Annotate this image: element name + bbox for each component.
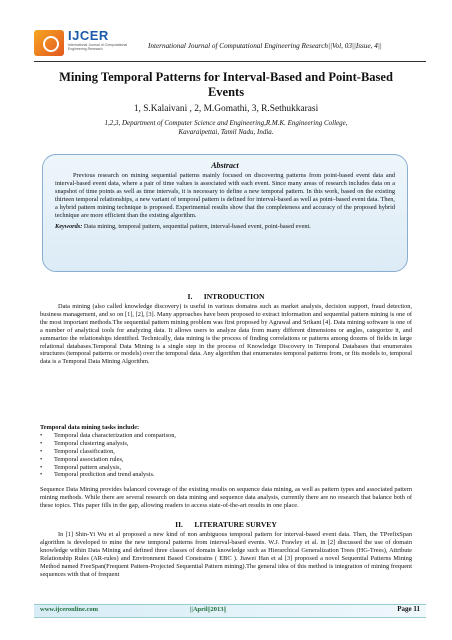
logo-emblem-icon (34, 30, 64, 56)
keywords-text: Data mining, temporal pattern, sequential pattern, interval-based event, point-based event. (83, 223, 311, 230)
bullet-icon: • (40, 431, 43, 439)
page-footer (34, 604, 426, 618)
affiliation-line-2: Kavaraipettai, Tamil Nadu, India. (178, 128, 274, 136)
page-header (34, 28, 426, 64)
survey-paragraph: In [1] Shin-Yi Wu et al proposed a new kind of non ambiguous temporal pattern for interval-based event data. Then, the TPrefixSpan algorithm is developed to mine the new temporal patterns from interval-based events. W.J. Frawley et al. in [2] discussed the use of domain knowledge within Data Mining and defined three classes of domain knowledge such as Hierarchical Generalization Trees (HG-Trees), Attribute Relationship Rules (AR-rules) and Environment Based Constrains ( EBC ). Jiawei Han et al [3] proposed a novel Sequential Patterns Mining Method named FreeSpan(Frequent Pattern-Projected Sequential Pattern mining).The general idea of this method is integration of mining frequent sequences with that of frequent (40, 531, 412, 578)
list-item: • Temporal data characterization and comparison, (40, 431, 176, 439)
list-item: • Temporal pattern analysis, (40, 463, 122, 471)
keywords-label: Keywords: (55, 223, 83, 230)
abstract-heading: Abstract (211, 161, 239, 170)
intro-paragraph-2: Sequence Data Mining provides balanced coverage of the existing results on sequence data mining, as well as pattern types and associated pattern mining methods. While there are several research on data mining and sequence data analysis, currently there are no research that balance both of these topics. This paper fills in the gap, allowing readers to access state-of-the-art results in one place. (40, 486, 412, 509)
keywords (55, 223, 395, 231)
bullet-icon: • (40, 447, 43, 455)
bullet-icon: • (40, 439, 43, 447)
abstract-box (42, 154, 408, 272)
paper-authors: 1, S.Kalaivani , 2, M.Gomathi, 3, R.Sethukkarasi (133, 104, 319, 114)
list-item: • Temporal clustering analysis, (40, 439, 129, 447)
paper-title: Mining Temporal Patterns for Interval-Based and Point-Based Events (59, 70, 393, 99)
author-affiliation (40, 119, 412, 137)
list-item: • Temporal classification, (40, 447, 115, 455)
bullet-icon: • (40, 455, 43, 463)
logo-subtitle: International Journal of Computational Engineering Research (68, 43, 128, 51)
page-number: Page 11 (397, 605, 420, 613)
abstract-text: Previous research on mining sequential patterns mainly focused on discovering patterns from point-based event data and interval-based event data, where a pair of time values is associated with each event. Since many areas of research includes data on a snapshot of time points as well as time intervals, it is necessary to define a new temporal pattern. In this work, based on the existing thirteen temporal relationships, a new variant of temporal pattern is defined for interval-based as well as point–based event data. Then, a hybrid pattern mining technique is proposed. Experimental results show that the completeness and accuracy of the proposed hybrid technique are more efficient than the existing algorithm. (55, 172, 395, 219)
journal-logo (34, 28, 130, 58)
affiliation-line-1: 1,2,3, Department of Computer Science and Engineering,R.M.K. Engineering College, (104, 119, 348, 127)
footer-issue-date: ||April||2013|| (190, 606, 227, 613)
section-heading-literature-survey: II. LITERATURE SURVEY (175, 520, 277, 529)
bullet-icon: • (40, 471, 43, 479)
tasks-list (40, 424, 412, 479)
logo-name: IJCER (68, 28, 109, 43)
footer-website-link[interactable]: www.ijceronline.com (40, 606, 99, 613)
tasks-heading: Temporal data mining tasks include: (40, 424, 140, 431)
bullet-icon: • (40, 463, 43, 471)
section-heading-introduction: I. INTRODUCTION (187, 292, 265, 301)
intro-paragraph-1: Data mining (also called knowledge discovery) is useful in various domains such as market analysis, decision support, fraud detection, business management, and so on [1], [2], [3]. Many approaches have been proposed to extract information and sequential pattern mining is one of the most important methods.The sequential pattern mining problem was first proposed by Agrawal and Srikant [4]. Data mining software is one of a number of analytical tools for analyzing data. It allows users to analyze data from many different dimensions or angles, categorize it, and summarize the relationships identified. Technically, data mining is the process of finding correlations or patterns among dozens of fields in large relational databases.Temporal Data Mining is a single step in the process of Knowledge Discovery in Temporal Databases that enumerates structures (temporal patterns or models) over the temporal data. Any algorithm that enumerates temporal patterns from, or fits models to, temporal data is a Temporal Data Mining Algorithm. (40, 303, 412, 366)
header-divider (34, 61, 426, 62)
list-item: • Temporal association rules, (40, 455, 124, 463)
list-item: • Temporal prediction and trend analysis. (40, 471, 155, 479)
journal-citation: International Journal of Computational Engineering Research||Vol, 03||Issue, 4|| (148, 42, 382, 50)
